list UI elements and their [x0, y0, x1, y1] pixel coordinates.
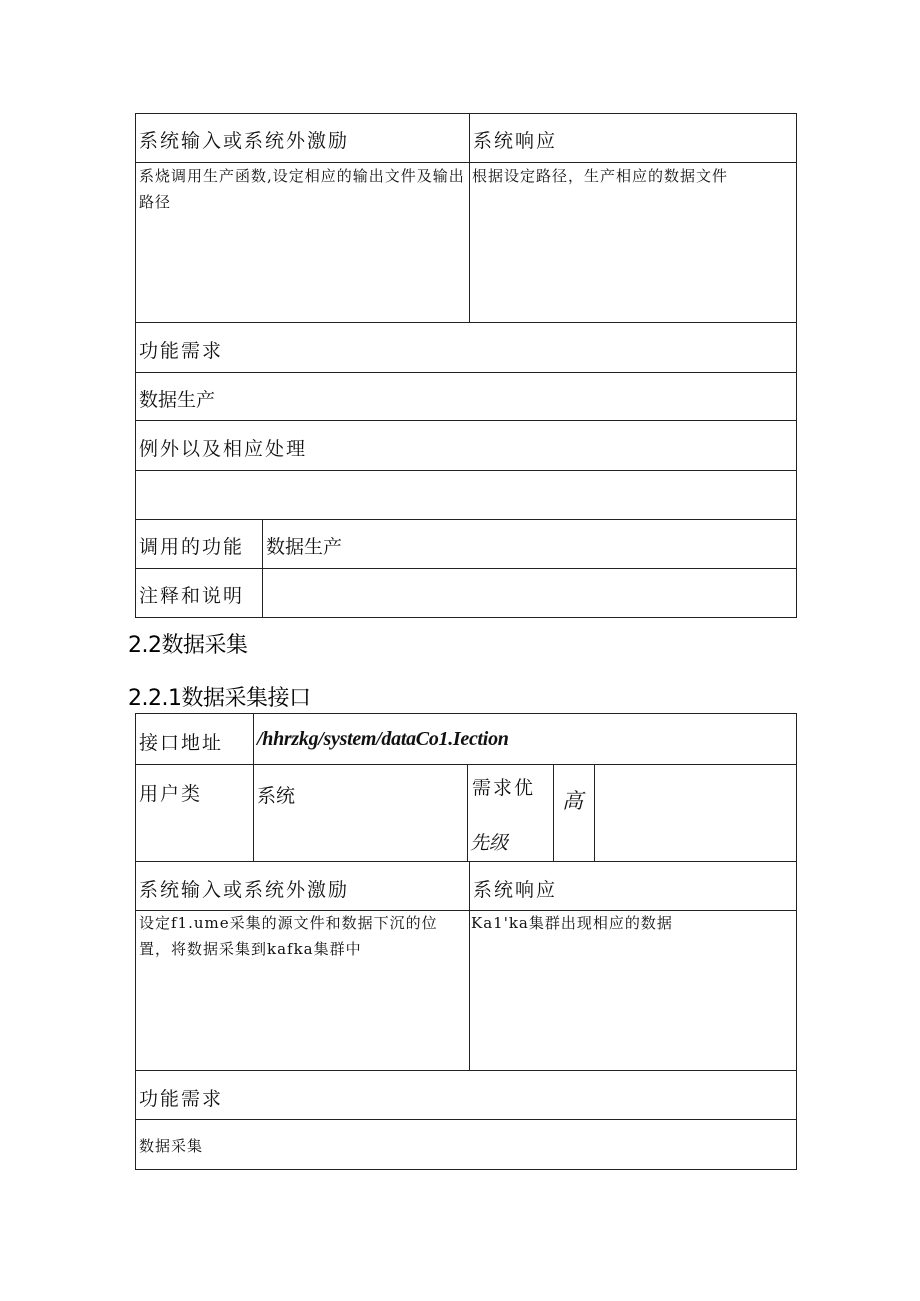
input-header: 系统输入或系统外激励 [139, 130, 350, 152]
section-heading: 2.2数据采集 [128, 633, 248, 658]
func-req-value-2: 数据采集 [139, 1137, 204, 1155]
priority-label-line1: 需求优 [472, 777, 536, 799]
user-class-label: 用户类 [139, 783, 203, 805]
func-req-label-2: 功能需求 [139, 1088, 224, 1110]
response-header-2: 系统响应 [473, 879, 558, 901]
subsection-heading: 2.2.1数据采集接口 [128, 686, 311, 711]
exception-label: 例外以及相应处理 [139, 438, 308, 460]
address-value: /hhrzkg/system/dataCo1.Iection [257, 728, 509, 750]
priority-value: 高 [562, 789, 583, 813]
address-label: 接口地址 [139, 732, 224, 754]
input-description: 系烧调用生产函数,设定相应的输出文件及输出路径 [139, 167, 465, 211]
func-req-value: 数据生产 [139, 389, 216, 411]
response-description: 根据设定路径，生产相应的数据文件 [472, 167, 729, 185]
response-header: 系统响应 [473, 130, 558, 152]
func-req-label: 功能需求 [139, 340, 224, 362]
priority-label-line2: 先级 [470, 832, 509, 854]
called-func-value: 数据生产 [266, 536, 343, 558]
notes-label: 注释和说明 [139, 585, 245, 607]
input-description-2: 设定f1.ume采集的源文件和数据下沉的位置，将数据采集到kafka集群中 [139, 914, 438, 958]
input-header-2: 系统输入或系统外激励 [139, 879, 350, 901]
response-description-2: Ka1'ka集群出现相应的数据 [471, 914, 673, 932]
user-class-value: 系统 [257, 785, 296, 807]
called-func-label: 调用的功能 [139, 536, 245, 558]
